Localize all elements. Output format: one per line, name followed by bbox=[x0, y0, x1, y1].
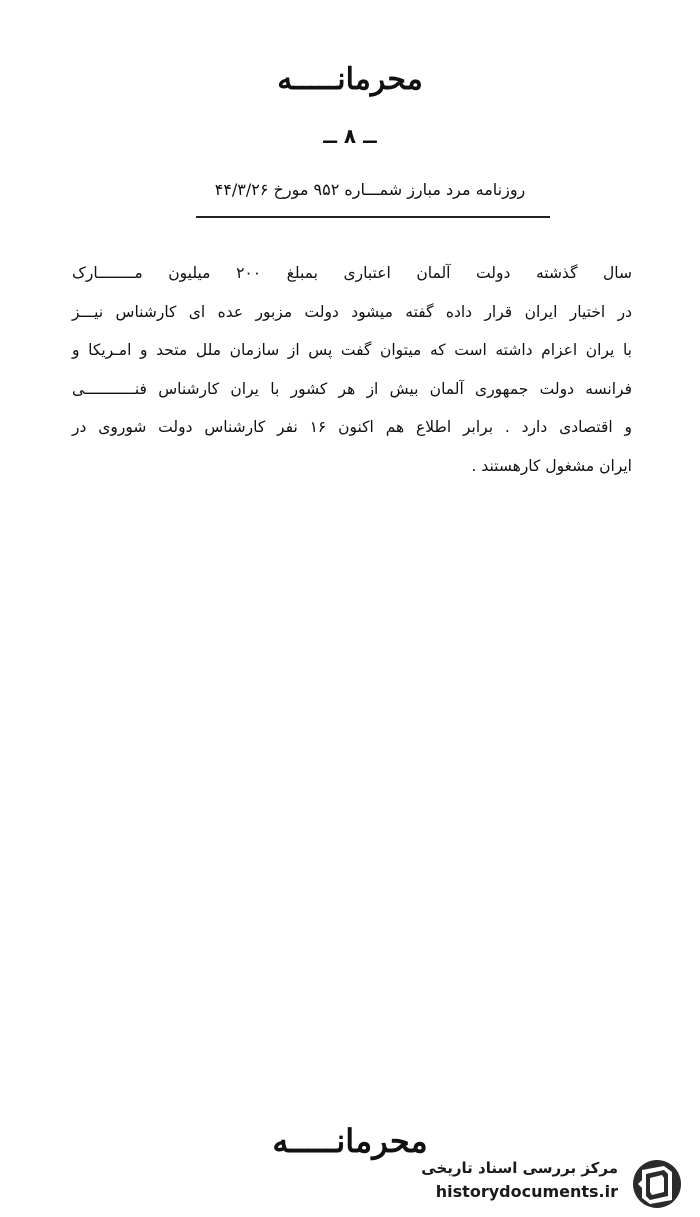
archive-watermark bbox=[412, 1156, 692, 1212]
classification-header: محرمانـــــه bbox=[277, 62, 423, 97]
history-documents-logo-icon bbox=[628, 1158, 686, 1210]
document-body bbox=[72, 254, 632, 486]
classification-footer: محرمانـــــه bbox=[272, 1122, 428, 1160]
body-line: سال گذشته دولت آلمان اعتباری بمبلغ ۲۰۰ میلیون مــــــــارک bbox=[72, 264, 633, 282]
source-underline bbox=[196, 216, 550, 218]
source-citation: روزنامه مرد مبارز شمـــاره ۹۵۲ مورخ ۴۴/۳/۲۶ bbox=[214, 180, 526, 199]
page-number: ــ ۸ ــ bbox=[323, 124, 377, 148]
watermark-url: historydocuments.ir bbox=[435, 1182, 618, 1201]
body-line: ایران مشغول کارهستند . bbox=[471, 456, 632, 475]
watermark-text bbox=[408, 1156, 618, 1204]
watermark-title: مرکز بررسی اسناد تاریخی bbox=[421, 1159, 618, 1177]
body-line: در اختیار ایران قرار داده گفته میشود دولت مزبور عده ای کارشناس نیـــز bbox=[72, 302, 632, 321]
body-line: و اقتصادی دارد . برابر اطلاع هم اکنون ۱۶ نفر کارشناس دولت شوروی در bbox=[72, 418, 632, 437]
body-line: فرانسه دولت جمهوری آلمان بیش از هر کشور با یران کارشناس فنـــــــــــی bbox=[72, 379, 632, 398]
body-line: با یران اعزام داشته است که میتوان گفت پس از سازمان ملل متحد و امـریکا و bbox=[72, 341, 632, 360]
